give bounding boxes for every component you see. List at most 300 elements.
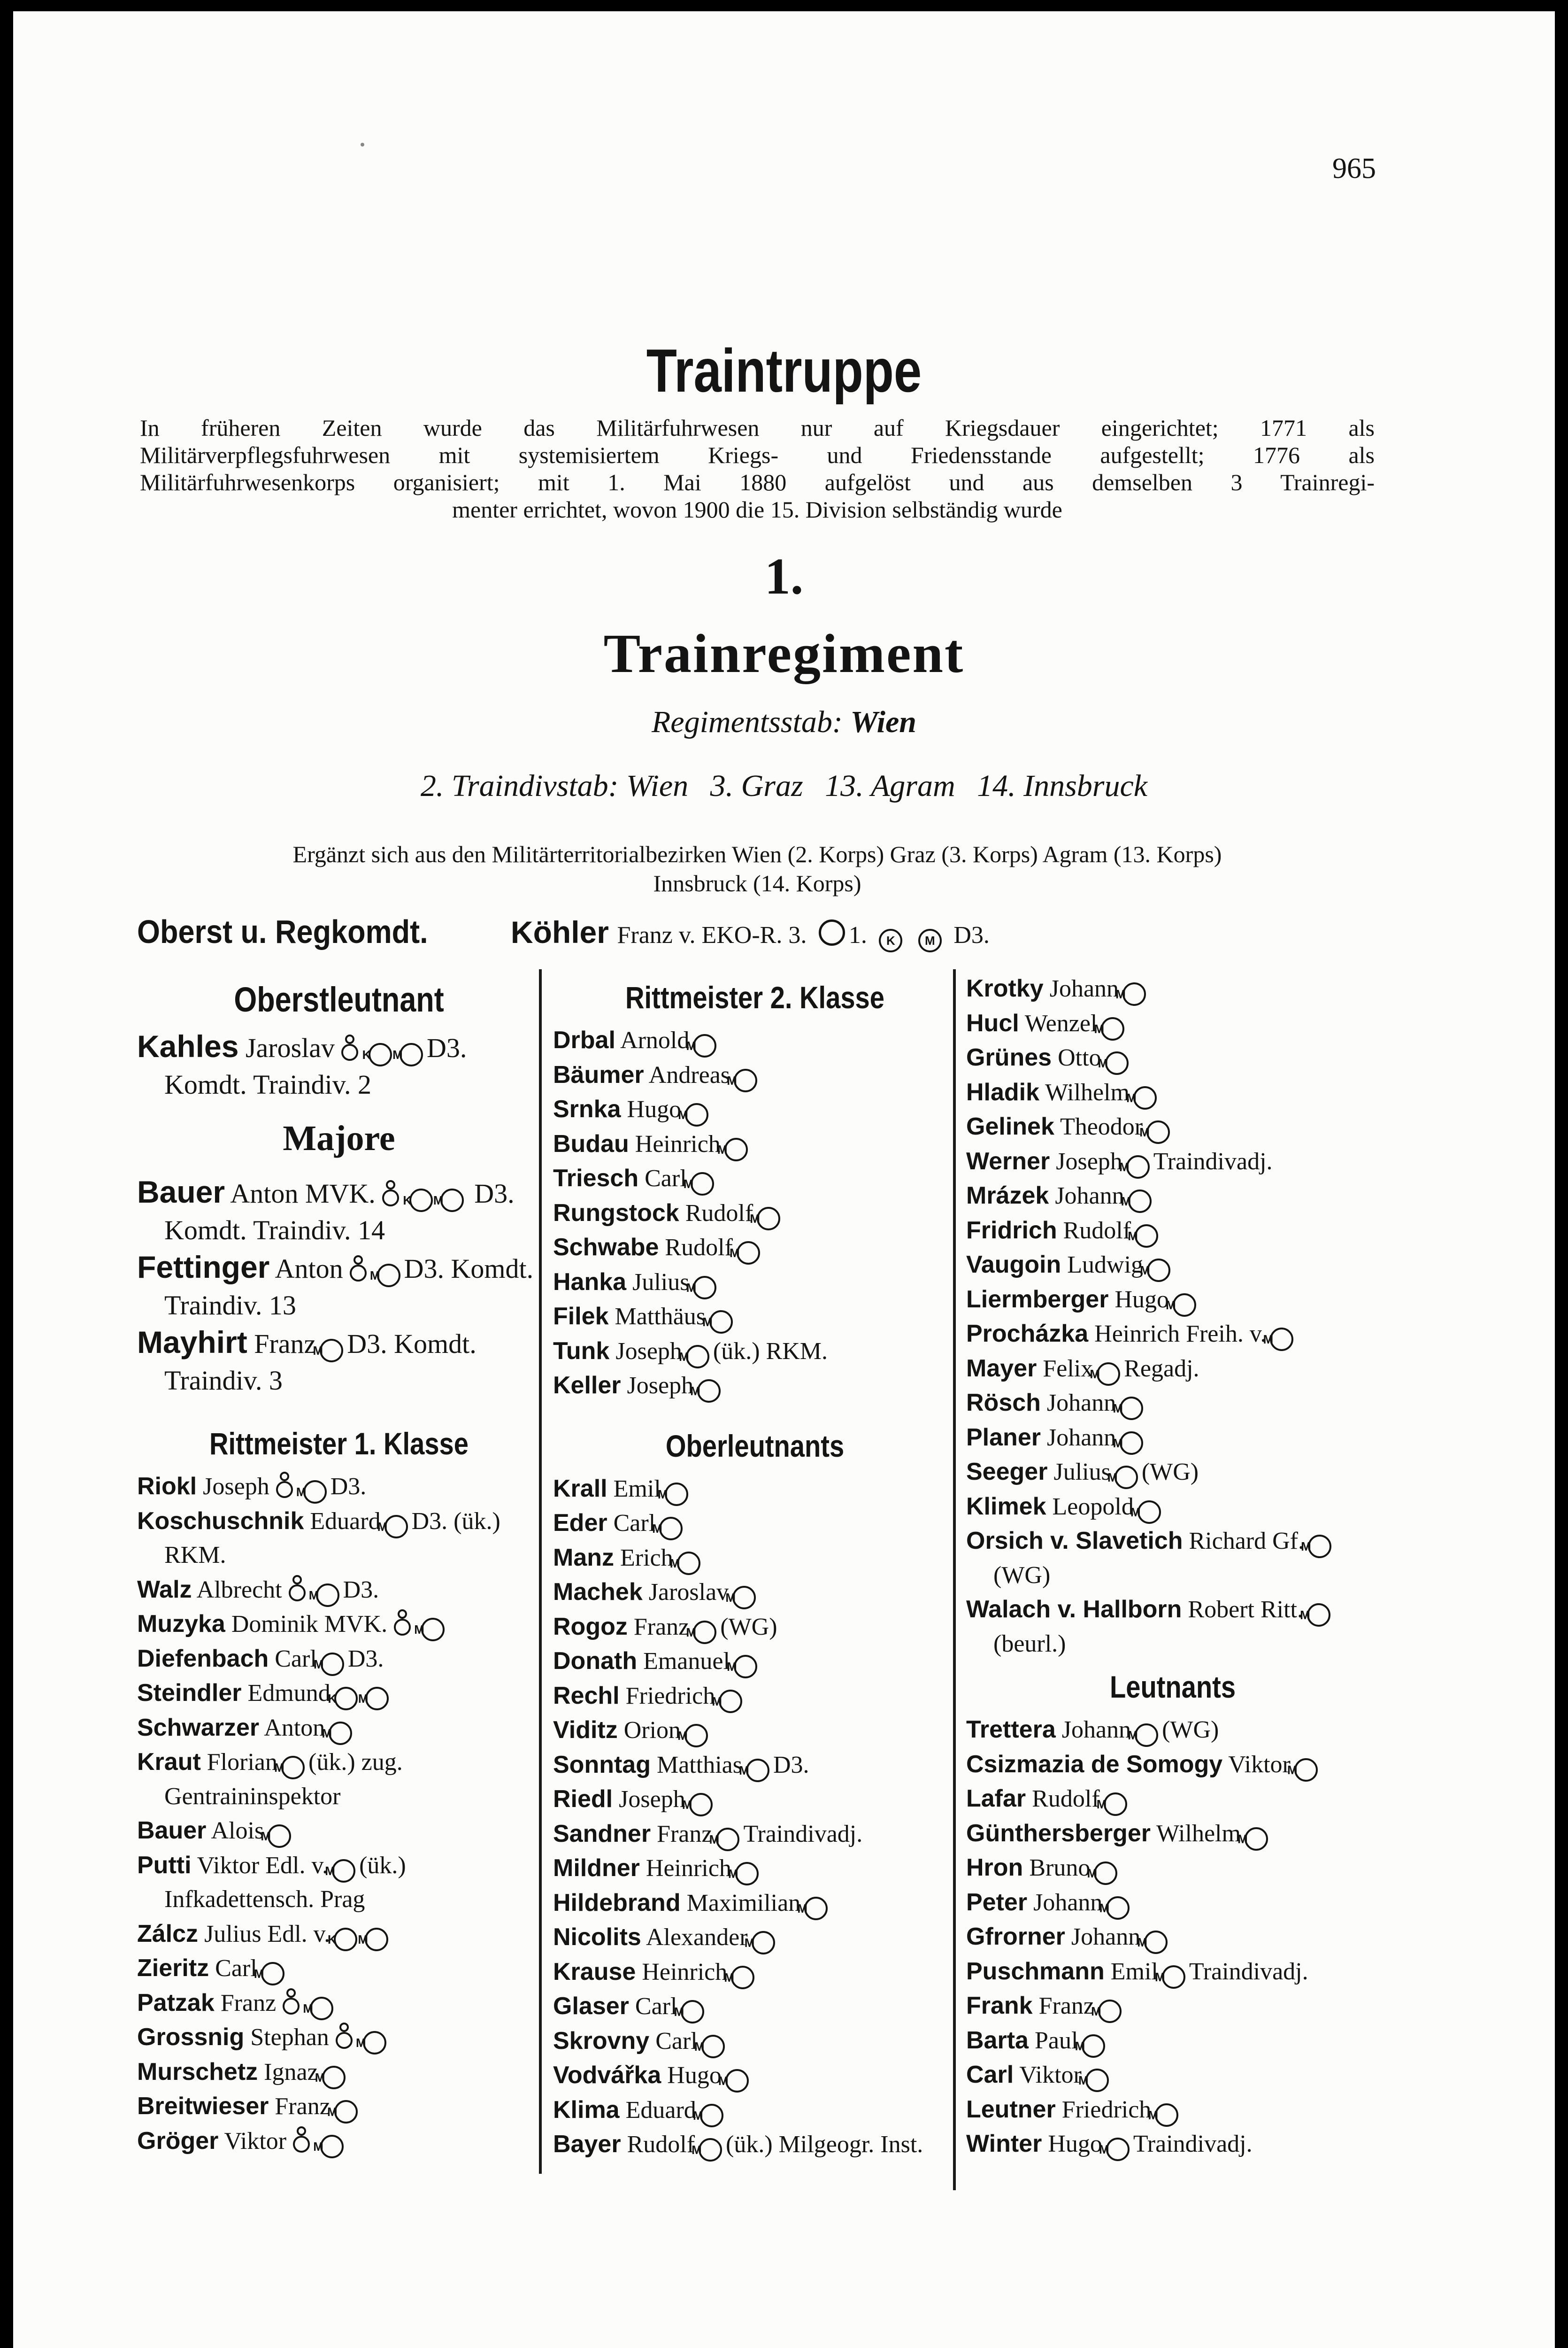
surname: Hildebrand bbox=[553, 1889, 681, 1916]
cross-decoration-icon bbox=[274, 1472, 295, 1498]
k-decoration-icon bbox=[334, 1928, 357, 1951]
surname: Bauer bbox=[137, 1174, 225, 1209]
m-decoration-icon bbox=[1122, 982, 1146, 1006]
surname: Orsich v. Slavetich bbox=[966, 1527, 1183, 1554]
m-decoration-icon bbox=[1146, 1120, 1170, 1144]
regiment-name: Trainregiment bbox=[603, 623, 965, 684]
surname: Kahles bbox=[137, 1029, 239, 1064]
surname: Mildner bbox=[553, 1854, 640, 1882]
m-decoration-icon bbox=[1162, 1965, 1185, 1989]
surname: Schwarzer bbox=[137, 1714, 260, 1741]
traindivstab-agram: 13. Agram bbox=[825, 769, 955, 803]
assignment: (WG) bbox=[1141, 1459, 1199, 1485]
m-decoration-icon bbox=[732, 1586, 756, 1609]
given-name: Johann bbox=[1046, 1424, 1116, 1451]
surname: Vodvářka bbox=[553, 2062, 661, 2089]
officer-entry bbox=[966, 1490, 1379, 1524]
officer-entry bbox=[553, 1851, 957, 1886]
officer-entry bbox=[137, 2089, 541, 2124]
assignment: (WG) bbox=[1162, 1716, 1219, 1743]
commander-dec: D3. bbox=[953, 922, 990, 949]
surname: Bauer bbox=[137, 1817, 207, 1844]
officer-entry bbox=[553, 1679, 957, 1714]
given-name: Wilhelm bbox=[1156, 1820, 1241, 1847]
m-decoration-icon bbox=[1138, 1500, 1161, 1524]
officer-entry bbox=[966, 972, 1379, 1006]
given-name: Stephan bbox=[250, 2024, 329, 2051]
given-name: Viktor bbox=[1228, 1751, 1291, 1778]
m-decoration-icon bbox=[1101, 1017, 1124, 1041]
decoration: D3. bbox=[404, 1253, 445, 1284]
given-name: Rudolf bbox=[685, 1199, 753, 1227]
m-decoration-icon bbox=[709, 1310, 733, 1334]
officer-entry bbox=[137, 2124, 541, 2159]
given-name: Andreas bbox=[648, 1061, 730, 1089]
ergaenzung-line: Innsbruck (14. Korps) bbox=[653, 870, 861, 896]
officer-entry bbox=[553, 1368, 957, 1403]
officer-entry bbox=[137, 1814, 541, 1848]
decoration: D3. bbox=[347, 1645, 384, 1672]
m-decoration-icon bbox=[1106, 2138, 1130, 2161]
given-name: Johann bbox=[1033, 1889, 1103, 1916]
m-decoration-icon bbox=[1104, 1792, 1127, 1816]
surname: Murschetz bbox=[137, 2058, 258, 2085]
given-name: Rudolf bbox=[665, 1234, 733, 1261]
officer-entry bbox=[966, 1713, 1379, 1747]
assignment: Komdt. Traindiv. 2 bbox=[164, 1069, 371, 1100]
given-name: Heinrich Freih. v. bbox=[1094, 1321, 1267, 1347]
surname: Drbal bbox=[553, 1027, 615, 1054]
cross-decoration-icon bbox=[281, 1988, 301, 2015]
m-decoration-icon bbox=[1155, 2103, 1178, 2127]
given-name: Carl bbox=[655, 2027, 698, 2054]
m-decoration-icon bbox=[281, 1756, 305, 1779]
given-name: Julius bbox=[1053, 1459, 1111, 1485]
m-decoration-icon bbox=[697, 1379, 721, 1403]
m-decoration-icon bbox=[1085, 2069, 1109, 2092]
m-decoration-icon bbox=[684, 1724, 708, 1747]
column-1 bbox=[137, 972, 541, 2158]
m-decoration-icon bbox=[303, 1480, 327, 1504]
surname: Diefenbach bbox=[137, 1645, 269, 1672]
m-decoration-icon bbox=[693, 1276, 716, 1299]
given-name: Carl bbox=[275, 1645, 317, 1672]
surname: Fridrich bbox=[966, 1216, 1057, 1244]
m-decoration-icon bbox=[734, 1069, 757, 1092]
officer-entry bbox=[553, 1127, 957, 1162]
officer-entry bbox=[553, 1334, 957, 1369]
given-name: Richard Gf. bbox=[1189, 1528, 1304, 1554]
m-decoration-icon bbox=[1308, 1535, 1331, 1558]
surname: Lafar bbox=[966, 1785, 1026, 1812]
surname: Triesch bbox=[553, 1165, 639, 1192]
m-decoration-icon bbox=[268, 1824, 291, 1848]
m-decoration-icon bbox=[734, 1655, 757, 1678]
given-name: Erich bbox=[620, 1544, 673, 1571]
m-decoration-icon bbox=[1307, 1603, 1330, 1627]
surname: Winter bbox=[966, 2130, 1042, 2157]
surname: Sonntag bbox=[553, 1751, 651, 1778]
m-decoration-icon bbox=[1120, 1397, 1143, 1420]
surname: Kraut bbox=[137, 1748, 201, 1776]
surname: Planer bbox=[966, 1423, 1041, 1451]
surname: Putti bbox=[137, 1851, 192, 1879]
m-decoration-icon bbox=[665, 1483, 688, 1506]
traindivstab-innsbruck: 14. Innsbruck bbox=[977, 769, 1148, 803]
officer-entry bbox=[553, 2127, 957, 2162]
given-name: Rudolf bbox=[1032, 1785, 1100, 1812]
m-decoration-icon bbox=[1082, 2034, 1105, 2058]
given-name: Johann bbox=[1071, 1923, 1141, 1950]
given-name: Anton MVK. bbox=[230, 1178, 376, 1209]
m-decoration-icon bbox=[1098, 2000, 1122, 2023]
officer-entry bbox=[553, 1782, 957, 1817]
given-name: Franz bbox=[657, 1820, 713, 1847]
officer-entry bbox=[553, 1644, 957, 1679]
column-2 bbox=[553, 972, 957, 2162]
cross-decoration-icon bbox=[287, 1575, 307, 1601]
officer-entry bbox=[966, 1179, 1379, 1213]
given-name: Hugo bbox=[667, 2062, 722, 2089]
officer-entry bbox=[137, 1642, 541, 1676]
officer-entry bbox=[137, 1504, 541, 1573]
given-name: Carl bbox=[635, 1993, 677, 2020]
m-decoration-icon bbox=[700, 2104, 723, 2127]
officer-entry bbox=[966, 1782, 1379, 1816]
officer-entry bbox=[553, 2093, 957, 2128]
officer-entry bbox=[553, 1541, 957, 1576]
officer-entry bbox=[137, 2055, 541, 2090]
surname: Rösch bbox=[966, 1389, 1041, 1416]
given-name: Edmund bbox=[247, 1680, 331, 1707]
traindivstab-label: 2. Traindivstab: bbox=[420, 769, 619, 803]
surname: Koschuschnik bbox=[137, 1507, 304, 1535]
surname: Peter bbox=[966, 1888, 1028, 1916]
officer-entry bbox=[137, 1951, 541, 1986]
given-name: Alexander bbox=[646, 1924, 748, 1951]
m-decoration-icon bbox=[334, 2100, 358, 2124]
heading-majore: Majore bbox=[283, 1119, 395, 1158]
k-decoration-icon bbox=[409, 1189, 433, 1212]
surname: Eder bbox=[553, 1509, 607, 1537]
surname: Gelinek bbox=[966, 1113, 1054, 1140]
m-decoration-icon bbox=[320, 1339, 343, 1362]
officer-entry bbox=[137, 1745, 541, 1814]
m-decoration-icon bbox=[677, 1552, 700, 1575]
given-name: Ignaz bbox=[264, 2058, 318, 2085]
officer-entry bbox=[137, 1711, 541, 1746]
assignment: Regadj. bbox=[1124, 1355, 1199, 1382]
given-name: Friedrich bbox=[625, 1682, 715, 1709]
officer-entry bbox=[966, 1747, 1379, 1782]
m-decoration-icon bbox=[316, 1583, 339, 1607]
m-decoration-icon bbox=[701, 2035, 725, 2058]
decoration: D3. bbox=[330, 1473, 367, 1500]
officer-entry bbox=[137, 2020, 541, 2055]
given-name: Leopold bbox=[1052, 1493, 1134, 1520]
m-decoration-icon bbox=[681, 2000, 704, 2024]
officer-entry bbox=[553, 1817, 957, 1852]
officer-entry bbox=[966, 1006, 1379, 1041]
officer-entry bbox=[966, 1075, 1379, 1110]
given-name: Albrecht bbox=[196, 1576, 282, 1603]
officer-entry bbox=[966, 1317, 1379, 1352]
column-3 bbox=[966, 972, 1379, 2162]
given-name: Julius bbox=[632, 1268, 690, 1296]
m-decoration-icon bbox=[719, 1690, 742, 1713]
m-decoration-icon bbox=[384, 1515, 408, 1538]
given-name: Emil bbox=[1110, 1958, 1158, 1985]
given-name: Wilhelm bbox=[1045, 1079, 1130, 1106]
intro-paragraph bbox=[140, 414, 1375, 523]
assignment: (ük.) zug. Gentraininspektor bbox=[164, 1749, 403, 1810]
m-decoration-icon bbox=[659, 1517, 683, 1540]
m-decoration-icon bbox=[1105, 1051, 1129, 1075]
officer-entry bbox=[966, 1851, 1379, 1885]
given-name: Anton bbox=[264, 1714, 325, 1741]
assignment: (WG) bbox=[720, 1613, 777, 1640]
officer-entry bbox=[966, 2093, 1379, 2127]
officer-entry bbox=[553, 1058, 957, 1093]
cross-decoration-icon bbox=[339, 1035, 360, 1061]
surname: Frank bbox=[966, 1992, 1033, 2019]
heading-rittmeister-2: Rittmeister 2. Klasse bbox=[625, 980, 884, 1015]
m-decoration-icon bbox=[1135, 1723, 1158, 1747]
ring-order-icon bbox=[819, 919, 845, 946]
decoration: D3. bbox=[343, 1576, 379, 1603]
commander-details: Franz v. EKO-R. 3. bbox=[617, 922, 807, 949]
surname: Gfrorner bbox=[966, 1923, 1065, 1950]
surname: Patzak bbox=[137, 1989, 215, 2016]
surname: Bayer bbox=[553, 2131, 621, 2158]
officer-entry bbox=[137, 1324, 541, 1399]
given-name: Joseph bbox=[615, 1337, 682, 1365]
given-name: Wenzel bbox=[1024, 1010, 1098, 1037]
surname: Seeger bbox=[966, 1458, 1048, 1485]
m-decoration-icon bbox=[746, 1759, 769, 1782]
officer-entry bbox=[553, 1989, 957, 2024]
m-decoration-icon bbox=[1144, 1931, 1168, 1954]
m-decoration-icon bbox=[365, 1687, 389, 1710]
given-name: Heinrich bbox=[646, 1855, 731, 1882]
m-decoration-icon bbox=[1126, 1155, 1150, 1179]
surname: Hladik bbox=[966, 1078, 1040, 1106]
m-decoration-icon bbox=[1115, 1466, 1138, 1489]
surname: Gröger bbox=[137, 2127, 219, 2155]
officer-entry bbox=[137, 1607, 541, 1642]
surname: Klimek bbox=[966, 1492, 1046, 1520]
surname: Liermberger bbox=[966, 1285, 1109, 1313]
officer-entry bbox=[137, 1986, 541, 2021]
given-name: Eduard bbox=[310, 1507, 381, 1535]
traindivstab-line bbox=[13, 768, 1555, 804]
given-name: Friedrich bbox=[1061, 2096, 1152, 2123]
m-decoration-icon bbox=[400, 1043, 423, 1066]
officer-entry bbox=[966, 1989, 1379, 2024]
officer-entry bbox=[966, 1816, 1379, 1851]
officer-entry bbox=[137, 1676, 541, 1711]
m-decoration-icon bbox=[363, 2031, 386, 2054]
given-name: Franz bbox=[275, 2093, 331, 2120]
officer-entry bbox=[553, 1575, 957, 1610]
assignment: (beurl.) bbox=[993, 1630, 1066, 1657]
officer-entry bbox=[553, 1265, 957, 1300]
m-decoration-icon bbox=[1135, 1224, 1158, 1248]
m-decoration-icon bbox=[261, 1962, 284, 1985]
given-name: Franz bbox=[220, 1989, 277, 2016]
given-name: Franz bbox=[1038, 1993, 1095, 2019]
officer-entry bbox=[553, 1092, 957, 1127]
given-name: Bruno bbox=[1029, 1854, 1091, 1881]
officer-entry bbox=[966, 1592, 1379, 1661]
surname: Krotky bbox=[966, 975, 1044, 1002]
intro-line: Militärfuhrwesenkorps organisiert; mit 1. Mai 1880 aufgelöst und aus demselben 3 Trainregi- bbox=[140, 469, 1375, 495]
surname: Vaugoin bbox=[966, 1251, 1061, 1278]
surname: Günthersberger bbox=[966, 1819, 1151, 1847]
officer-entry bbox=[966, 1386, 1379, 1421]
given-name: Emanuel bbox=[643, 1648, 730, 1675]
surname: Keller bbox=[553, 1372, 621, 1399]
m-decoration-icon bbox=[322, 2066, 346, 2089]
given-name: Emil bbox=[613, 1475, 661, 1502]
given-name: Johann bbox=[1061, 1716, 1131, 1743]
m-decoration-icon bbox=[757, 1207, 780, 1230]
surname: Mrázek bbox=[966, 1182, 1049, 1209]
m-decoration-icon bbox=[1270, 1328, 1293, 1351]
officer-entry bbox=[966, 1041, 1379, 1075]
surname: Sandner bbox=[553, 1820, 651, 1847]
commander-order-class: 1. bbox=[848, 922, 867, 949]
given-name: Joseph bbox=[203, 1473, 269, 1500]
given-name: Hugo bbox=[1115, 1286, 1169, 1313]
surname: Mayer bbox=[966, 1354, 1037, 1382]
ergaenzung-line: Ergänzt sich aus den Militärterritorialbezirken Wien (2. Korps) Graz (3. Korps) Agram (13. Korps) bbox=[292, 841, 1222, 867]
given-name: Matthäus bbox=[615, 1303, 706, 1330]
surname: Krall bbox=[553, 1475, 607, 1502]
m-decoration-icon bbox=[1128, 1189, 1152, 1213]
given-name: Carl bbox=[645, 1165, 687, 1192]
surname: Rogoz bbox=[553, 1613, 628, 1640]
officer-entry bbox=[137, 1917, 541, 1952]
officer-entry bbox=[137, 1028, 541, 1103]
m-decoration-icon bbox=[1294, 1758, 1318, 1782]
officer-entry bbox=[553, 1196, 957, 1231]
given-name: Jaroslav bbox=[648, 1579, 729, 1606]
given-name: Maximilian bbox=[686, 1889, 801, 1916]
surname: Zálcz bbox=[137, 1920, 199, 1947]
officer-entry bbox=[966, 1282, 1379, 1317]
surname: Hucl bbox=[966, 1009, 1019, 1037]
given-name: Otto bbox=[1058, 1044, 1101, 1071]
given-name: Joseph bbox=[627, 1372, 694, 1399]
given-name: Paul bbox=[1034, 2027, 1078, 2054]
m-decoration-icon bbox=[693, 1621, 716, 1644]
surname: Klima bbox=[553, 2096, 620, 2124]
cross-decoration-icon bbox=[348, 1255, 369, 1282]
officer-entry bbox=[966, 1248, 1379, 1282]
m-decoration-icon bbox=[737, 1241, 760, 1265]
m-decoration-icon bbox=[689, 1793, 713, 1816]
given-name: Johann bbox=[1049, 975, 1119, 1002]
given-name: Anton bbox=[275, 1253, 343, 1284]
surname: Krause bbox=[553, 1958, 636, 1985]
given-name: Florian bbox=[207, 1749, 278, 1776]
assignment: D3. (ük.) RKM. bbox=[164, 1507, 500, 1568]
m-decoration-icon bbox=[1097, 1362, 1120, 1386]
assignment: (ük.) Infkadettensch. Prag bbox=[164, 1852, 406, 1913]
officer-entry bbox=[966, 1885, 1379, 1920]
given-name: Theodor bbox=[1060, 1113, 1143, 1140]
given-name: Franz bbox=[254, 1328, 316, 1359]
m-decoration-icon bbox=[725, 2069, 749, 2093]
surname: Viditz bbox=[553, 1716, 618, 1744]
m-decoration-icon bbox=[421, 1618, 445, 1641]
given-name: Arnold bbox=[620, 1027, 690, 1054]
cross-decoration-icon bbox=[291, 2126, 312, 2153]
regimentsstab-label: Regimentsstab: bbox=[651, 705, 843, 739]
assignment: Traindivadj. bbox=[1189, 1958, 1308, 1985]
m-decoration-icon bbox=[918, 929, 942, 952]
surname: Csizmazia de Somogy bbox=[966, 1750, 1223, 1778]
heading-leutnants: Leutnants bbox=[1109, 1669, 1236, 1704]
m-decoration-icon bbox=[321, 1653, 344, 1676]
m-decoration-icon bbox=[1173, 1293, 1196, 1317]
m-decoration-icon bbox=[1133, 1086, 1157, 1110]
surname: Carl bbox=[966, 2061, 1014, 2088]
officer-entry bbox=[137, 1848, 541, 1917]
m-decoration-icon bbox=[699, 2138, 722, 2162]
surname: Hanka bbox=[553, 1268, 627, 1296]
commander-line bbox=[137, 913, 990, 952]
heading-oberstleutnant: Oberstleutnant bbox=[234, 980, 444, 1019]
m-decoration-icon bbox=[377, 1264, 400, 1287]
assignment: (ük.) Milgeogr. Inst. bbox=[726, 2131, 923, 2158]
officer-entry bbox=[966, 1421, 1379, 1455]
officer-entry bbox=[553, 1886, 957, 1921]
given-name: Viktor bbox=[1019, 2062, 1082, 2088]
assignment: Traindivadj. bbox=[743, 1820, 863, 1847]
surname: Budau bbox=[553, 1130, 629, 1158]
surname: Mayhirt bbox=[137, 1325, 247, 1359]
surname: Trettera bbox=[966, 1716, 1056, 1743]
given-name: Johann bbox=[1055, 1182, 1124, 1209]
surname: Schwabe bbox=[553, 1234, 659, 1261]
m-decoration-icon bbox=[329, 1722, 352, 1745]
m-decoration-icon bbox=[685, 1103, 708, 1127]
surname: Leutner bbox=[966, 2095, 1056, 2123]
given-name: Julius Edl. v. bbox=[204, 1920, 331, 1947]
assignment: (WG) bbox=[993, 1561, 1051, 1589]
given-name: Franz bbox=[633, 1613, 690, 1640]
intro-line: menter errichtet, wovon 1900 die 15. Division selbständig wurde bbox=[452, 496, 1062, 523]
m-decoration-icon bbox=[731, 1966, 754, 1989]
m-decoration-icon bbox=[440, 1189, 464, 1212]
surname: Grünes bbox=[966, 1044, 1052, 1071]
m-decoration-icon bbox=[686, 1345, 709, 1368]
assignment: D3. Komdt. Traindiv. 3 bbox=[164, 1328, 477, 1396]
officer-entry bbox=[966, 1524, 1379, 1592]
given-name: Viktor Edl. v. bbox=[197, 1852, 329, 1879]
surname: Hron bbox=[966, 1854, 1023, 1881]
surname: Glaser bbox=[553, 1993, 629, 2020]
surname: Tunk bbox=[553, 1337, 610, 1365]
officer-entry bbox=[966, 1213, 1379, 1248]
surname: Rungstock bbox=[553, 1199, 679, 1227]
cross-decoration-icon bbox=[392, 1609, 413, 1636]
surname: Muzyka bbox=[137, 1610, 225, 1637]
officer-entry bbox=[137, 1469, 541, 1504]
surname: Werner bbox=[966, 1147, 1050, 1175]
